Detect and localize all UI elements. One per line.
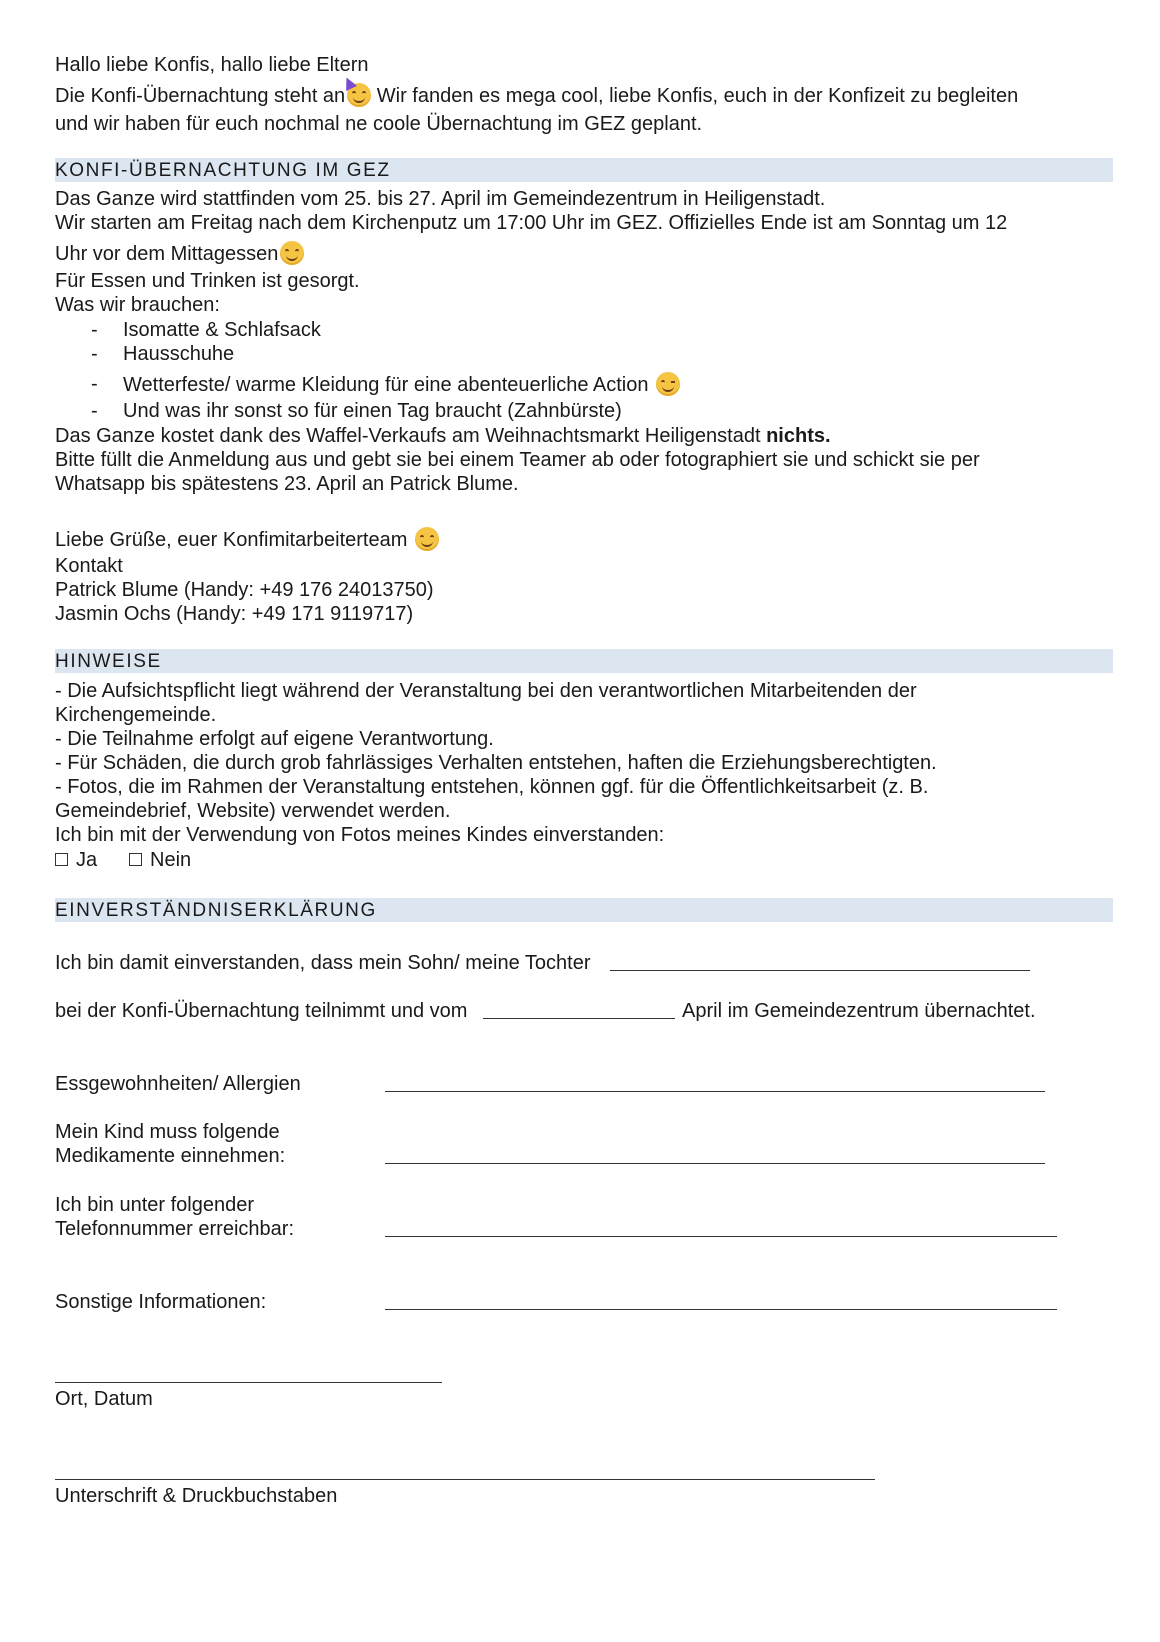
allergies-field[interactable] xyxy=(385,1091,1045,1092)
greeting: Hallo liebe Konfis, hallo liebe Eltern xyxy=(55,54,369,76)
medication-label-1: Mein Kind muss folgende xyxy=(55,1121,280,1143)
signature-field[interactable] xyxy=(55,1479,875,1480)
phone-label-2: Telefonnummer erreichbar: xyxy=(55,1218,294,1240)
intro-line-1a: Die Konfi-Übernachtung steht an xyxy=(55,85,346,107)
phone-field[interactable] xyxy=(385,1236,1057,1237)
intro-line-2: und wir haben für euch nochmal ne coole Übernachtung im GEZ geplant. xyxy=(55,113,703,135)
smiling-face-icon xyxy=(415,527,439,551)
phone-label-1: Ich bin unter folgender xyxy=(55,1194,255,1216)
list-dash: - xyxy=(91,319,98,341)
checkbox-yes[interactable] xyxy=(55,853,68,866)
info-food: Für Essen und Trinken ist gesorgt. xyxy=(55,270,360,292)
note-line: Kirchengemeinde. xyxy=(55,704,217,726)
info-cost-text: Das Ganze kostet dank des Waffel-Verkaufs am Weihnachtsmarkt Heiligenstadt xyxy=(55,425,767,447)
note-line: - Die Teilnahme erfolgt auf eigene Verantwortung. xyxy=(55,728,494,750)
child-name-field[interactable] xyxy=(610,970,1030,971)
party-face-icon xyxy=(347,83,371,107)
photo-consent-question: Ich bin mit der Verwendung von Fotos meines Kindes einverstanden: xyxy=(55,824,665,846)
photo-consent-yes[interactable] xyxy=(55,848,97,872)
contact-patrick: Patrick Blume (Handy: +49 176 24013750) xyxy=(55,579,434,601)
info-registration-2: Whatsapp bis spätestens 23. April an Patrick Blume. xyxy=(55,473,519,495)
checkbox-no-label: Nein xyxy=(150,849,192,871)
list-item-text: Isomatte & Schlafsack xyxy=(123,319,321,341)
note-line: Gemeindebrief, Website) verwendet werden. xyxy=(55,800,451,822)
info-cost-emphasis: nichts. xyxy=(766,425,831,447)
info-date: Das Ganze wird stattfinden vom 25. bis 27. April im Gemeindezentrum in Heiligenstadt. xyxy=(55,188,826,210)
other-info-field[interactable] xyxy=(385,1309,1057,1310)
note-line: - Für Schäden, die durch grob fahrlässiges Verhalten entstehen, haften die Erziehungsberechtigten. xyxy=(55,752,937,774)
contact-jasmin: Jasmin Ochs (Handy: +49 171 9119717) xyxy=(55,603,414,625)
regards-text: Liebe Grüße, euer Konfimitarbeiterteam xyxy=(55,529,408,551)
list-item-text-wrap xyxy=(123,372,680,397)
medication-label-2: Medikamente einnehmen: xyxy=(55,1145,286,1167)
smiling-face-icon xyxy=(280,241,304,265)
section-heading-notes xyxy=(55,649,1113,673)
list-item-text: Und was ihr sonst so für einen Tag braucht (Zahnbürste) xyxy=(123,400,622,422)
other-info-label: Sonstige Informationen: xyxy=(55,1291,267,1313)
checkbox-no[interactable] xyxy=(129,853,142,866)
list-item-text: Wetterfeste/ warme Kleidung für eine abenteuerliche Action xyxy=(123,374,649,396)
list-item-text: Hausschuhe xyxy=(123,343,235,365)
heading-text: KONFI-ÜBERNACHTUNG IM GEZ xyxy=(55,160,391,181)
info-end-text: Uhr vor dem Mittagessen xyxy=(55,243,279,265)
signature-label: Unterschrift & Druckbuchstaben xyxy=(55,1485,338,1507)
info-start: Wir starten am Freitag nach dem Kirchenputz um 17:00 Uhr im GEZ. Offizielles Ende ist am Sonntag um 12 xyxy=(55,212,1008,234)
intro-line-1 xyxy=(55,83,1018,108)
consent-dates-a: bei der Konfi-Übernachtung teilnimmt und vom xyxy=(55,1000,468,1022)
consent-dates-b: April im Gemeindezentrum übernachtet. xyxy=(682,1000,1036,1022)
note-line: - Fotos, die im Rahmen der Veranstaltung entstehen, können ggf. für die Öffentlichkeitsarbeit (z. B. xyxy=(55,776,929,798)
info-cost xyxy=(55,424,831,448)
winking-face-icon xyxy=(656,372,680,396)
photo-consent-no[interactable] xyxy=(129,848,191,872)
list-dash: - xyxy=(91,373,98,395)
info-end xyxy=(55,241,304,266)
regards xyxy=(55,527,439,552)
consent-child: Ich bin damit einverstanden, dass mein Sohn/ meine Tochter xyxy=(55,952,591,974)
section-heading-consent xyxy=(55,898,1113,922)
medication-field[interactable] xyxy=(385,1163,1045,1164)
info-registration-1: Bitte füllt die Anmeldung aus und gebt sie bei einem Teamer ab oder fotographiert sie und schickt sie per xyxy=(55,449,980,471)
heading-text: HINWEISE xyxy=(55,651,162,672)
place-date-field[interactable] xyxy=(55,1382,442,1383)
heading-text: EINVERSTÄNDNISERKLÄRUNG xyxy=(55,900,377,921)
list-dash: - xyxy=(91,400,98,422)
list-dash: - xyxy=(91,343,98,365)
checkbox-yes-label: Ja xyxy=(76,849,98,871)
section-heading-overnight xyxy=(55,158,1113,182)
dates-field[interactable] xyxy=(483,1018,675,1019)
contact-title: Kontakt xyxy=(55,555,123,577)
place-date-label: Ort, Datum xyxy=(55,1388,153,1410)
intro-line-1b: Wir fanden es mega cool, liebe Konfis, euch in der Konfizeit zu begleiten xyxy=(371,85,1019,107)
info-needs-title: Was wir brauchen: xyxy=(55,294,220,316)
allergies-label: Essgewohnheiten/ Allergien xyxy=(55,1073,301,1095)
note-line: - Die Aufsichtspflicht liegt während der Veranstaltung bei den verantwortlichen Mitarbeitenden der xyxy=(55,680,917,702)
